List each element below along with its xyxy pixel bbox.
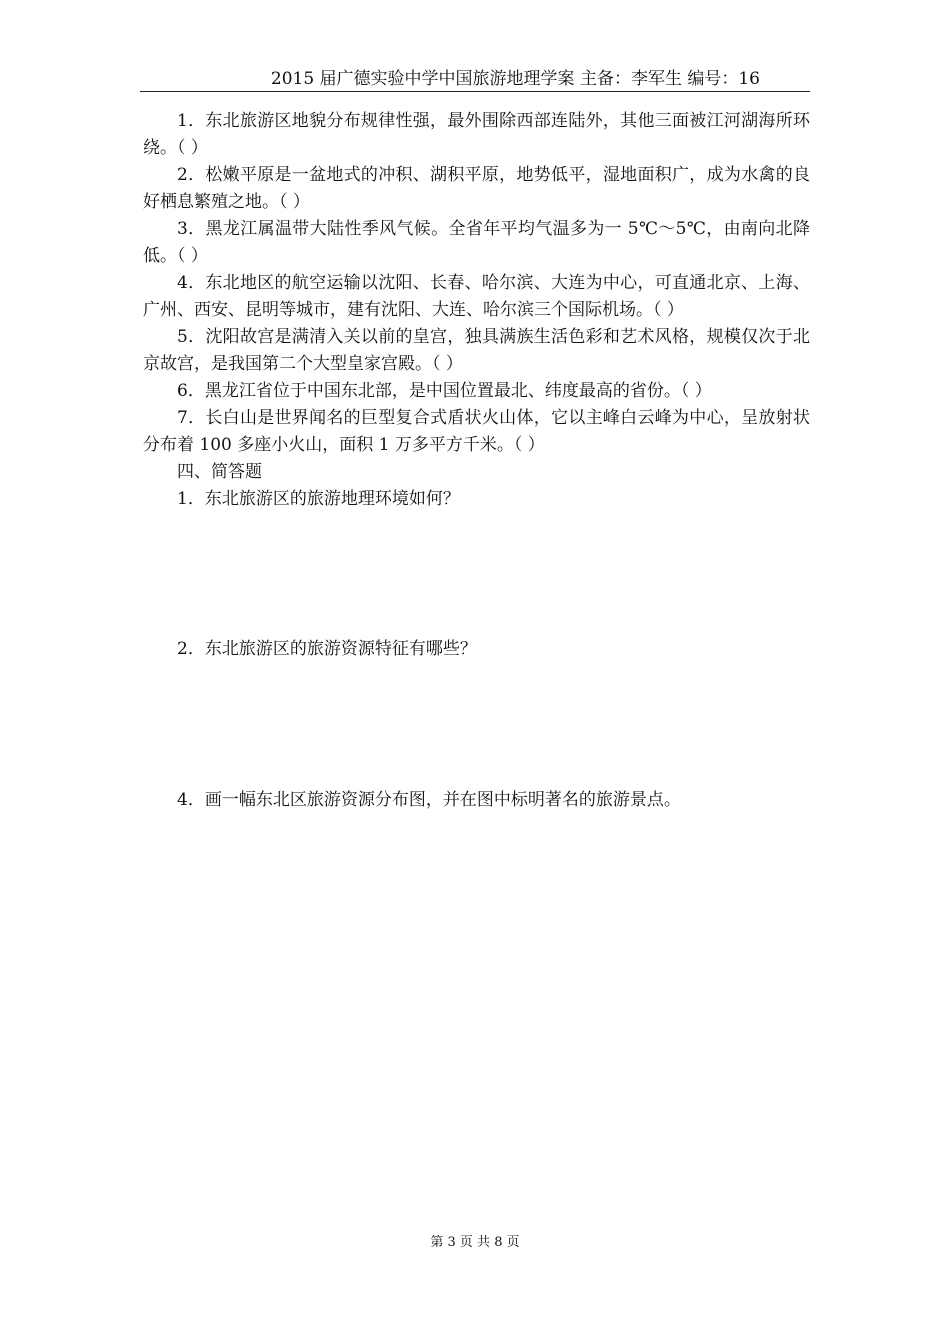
judgement-item-7: 7．长白山是世界闻名的巨型复合式盾状火山体，它以主峰白云峰为中心，呈放射状分布着 100 多座小火山，面积 1 万多平方千米。（ ） xyxy=(143,408,810,455)
section-title-short-answer: 四、简答题 xyxy=(177,462,262,482)
short-answer-question-2: 2．东北旅游区的旅游资源特征有哪些？ xyxy=(177,639,477,659)
judgement-item-6: 6．黑龙江省位于中国东北部，是中国位置最北、纬度最高的省份。（ ） xyxy=(177,381,712,401)
page-header xyxy=(140,66,810,92)
header-title: 2015 届广德实验中学中国旅游地理学案 主备：李军生 编号：16 xyxy=(270,69,760,89)
judgement-item-1: 1．东北旅游区地貌分布规律性强，最外围除西部连陆外，其他三面被江河湖海所环绕。（ ） xyxy=(143,111,810,158)
page-number: 第 3 页 共 8 页 xyxy=(430,1235,520,1250)
judgement-item-5: 5．沈阳故宫是满清入关以前的皇宫，独具满族生活色彩和艺术风格，规模仅次于北京故宫，是我国第二个大型皇家宫殿。（ ） xyxy=(143,327,810,374)
judgement-item-2: 2．松嫩平原是一盆地式的冲积、湖积平原，地势低平，湿地面积广，成为水禽的良好栖息繁殖之地。（ ） xyxy=(143,165,810,212)
short-answer-question-1: 1．东北旅游区的旅游地理环境如何？ xyxy=(177,489,460,509)
short-answer-question-4: 4．画一幅东北区旅游资源分布图，并在图中标明著名的旅游景点。 xyxy=(177,790,681,810)
page-content xyxy=(143,108,810,513)
judgement-item-3: 3．黑龙江属温带大陆性季风气候。全省年平均气温多为一 5℃～5℃，由南向北降低。（ ） xyxy=(143,219,810,266)
page-footer xyxy=(0,1234,950,1252)
judgement-item-4: 4．东北地区的航空运输以沈阳、长春、哈尔滨、大连为中心，可直通北京、上海、广州、西安、昆明等城市，建有沈阳、大连、哈尔滨三个国际机场。（ ） xyxy=(143,273,810,320)
